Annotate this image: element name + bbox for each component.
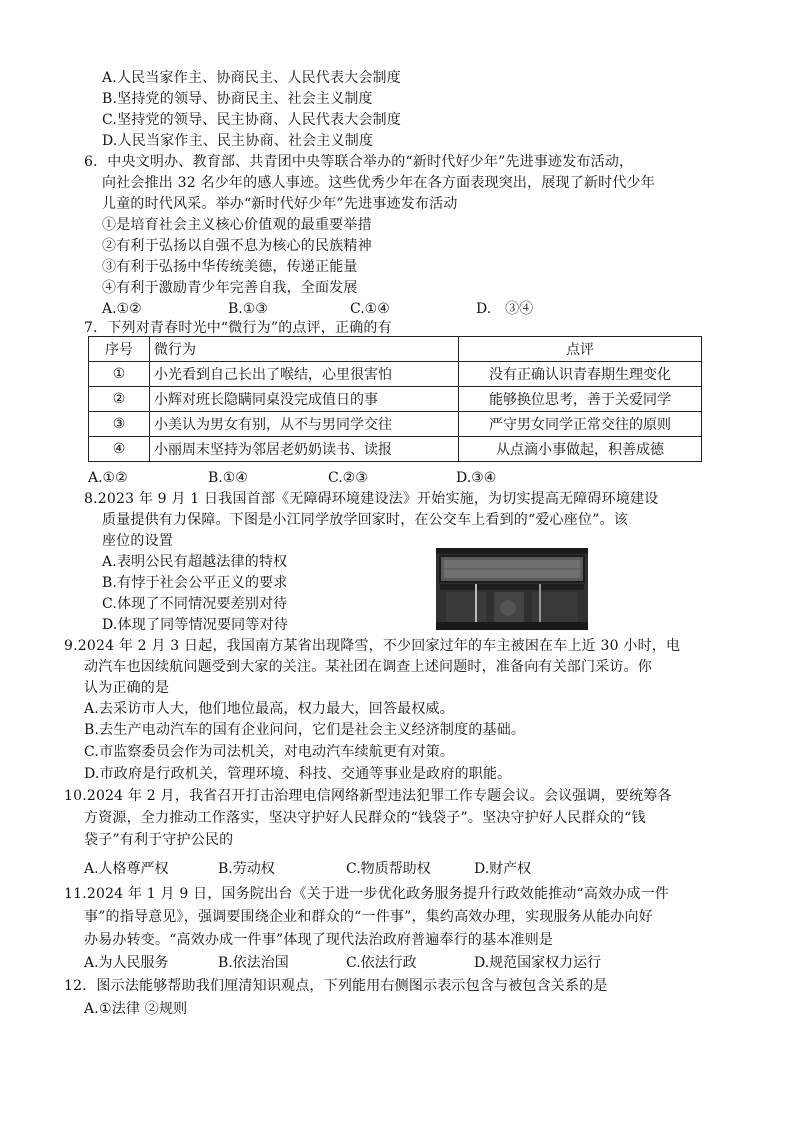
q11-stem-line-2: 事”的指导意见》，强调要围绕企业和群众的“一件事”，集约高效办理，实现服务从能办向好 [84, 909, 653, 925]
q8-stem-line-3: 座位的设置 [102, 533, 173, 549]
q9-option-d: D.市政府是行政机关，管理环境、科技、交通等事业是政府的职能。 [84, 766, 512, 782]
q9-stem-line-2: 动汽车也因续航问题受到大家的关注。某社团在调查上述问题时，准备向有关部门采访。你 [84, 659, 652, 675]
priority-seat-photo [436, 548, 588, 630]
q7-option-c: C.②③ [328, 470, 368, 486]
q10-option-b: B.劳动权 [218, 861, 275, 877]
q6-statement-1: ①是培育社会主义核心价值观的最重要举措 [102, 217, 372, 233]
priority-seat-image [436, 548, 588, 630]
q7-row-2-no: ② [89, 387, 150, 412]
q11-stem-line-3: 办易办转变。“高效办成一件事”体现了现代法治政府普遍奉行的基本准则是 [84, 932, 554, 948]
q10-option-c: C.物质帮助权 [346, 861, 431, 877]
q5-option-c: C.坚持党的领导、民主协商、人民代表大会制度 [102, 112, 402, 128]
q7-stem: 7．下列对青春时光中“微行为”的点评，正确的有 [84, 320, 392, 336]
q9-stem-line-1: 9.2024 年 2 月 3 日起，我国南方某省出现降雪，不少回家过年的车主被困在车上近 30 小时，电 [64, 638, 681, 654]
q6-statement-4: ④有利于激励青少年完善自我，全面发展 [102, 280, 358, 296]
q7-row-4-comment: 从点滴小事做起，积善成德 [459, 437, 702, 462]
q5-option-b: B.坚持党的领导、协商民主、社会主义制度 [102, 91, 373, 107]
q6-option-a: A.①② [102, 301, 142, 317]
q8-stem-line-1: 8.2023 年 9 月 1 日我国首部《无障碍环境建设法》开始实施，为切实提高无障碍环境建设 [84, 491, 659, 507]
q9-stem-line-3: 认为正确的是 [84, 680, 170, 696]
q5-option-d: D.人民当家作主、民主协商、社会主义制度 [102, 133, 374, 149]
q10-option-d: D.财产权 [474, 861, 532, 877]
q6-option-c: C.①④ [350, 301, 390, 317]
q8-option-b: B.有悖于社会公平正义的要求 [102, 575, 288, 591]
q7-option-a: A.①② [88, 470, 128, 486]
q11-option-b: B.依法治国 [218, 955, 289, 971]
q7-row-2-action: 小辉对班长隐瞒同桌没完成值日的事 [150, 387, 459, 412]
q7-row-1-action: 小光看到自己长出了喉结，心里很害怕 [150, 362, 459, 387]
q7-row-1-no: ① [89, 362, 150, 387]
q9-option-c: C.市监察委员会作为司法机关，对电动汽车续航更有对策。 [84, 744, 455, 760]
q12-option-a: A.①法律 ②规则 [84, 1001, 188, 1017]
q6-stem-line-2: 向社会推出 32 名少年的感人事迹。这些优秀少年在各方面表现突出，展现了新时代少年 [102, 175, 655, 191]
q11-stem-line-1: 11.2024 年 1 月 9 日，国务院出台《关于进一步优化政务服务提升行政效能推动“高效办成一件 [64, 886, 670, 902]
q6-options [102, 299, 702, 319]
q11-option-a: A.为人民服务 [84, 955, 169, 971]
q11-option-d: D.规范国家权力运行 [474, 955, 602, 971]
q11-options [84, 953, 704, 973]
q8-option-a: A.表明公民有超越法律的特权 [102, 554, 288, 570]
q9-option-b: B.去生产电动汽车的国有企业问问，它们是社会主义经济制度的基础。 [84, 722, 526, 738]
table-row [89, 412, 702, 437]
q10-options [84, 859, 704, 879]
q7-header-comment: 点评 [459, 337, 702, 362]
q7-option-d: D.③④ [456, 470, 497, 486]
q11-option-c: C.依法行政 [346, 955, 417, 971]
q10-stem-line-2: 方资源，全力推动工作落实，坚决守护好人民群众的“钱袋子”。坚决守护好人民群众的“钱 [84, 810, 646, 826]
q7-row-2-comment: 能够换位思考，善于关爱同学 [459, 387, 702, 412]
table-row [89, 387, 702, 412]
q8-option-c: C.体现了不同情况要差别对待 [102, 596, 288, 612]
q7-row-3-comment: 严守男女同学正常交往的原则 [459, 412, 702, 437]
q6-statement-3: ③有利于弘扬中华传统美德，传递正能量 [102, 259, 358, 275]
q6-statement-2: ②有利于弘扬以自强不息为核心的民族精神 [102, 238, 372, 254]
q7-row-3-action: 小美认为男女有别，从不与男同学交往 [150, 412, 459, 437]
q7-table-header [89, 337, 702, 362]
q7-row-3-no: ③ [89, 412, 150, 437]
q7-row-4-action: 小丽周末坚持为邻居老奶奶读书、读报 [150, 437, 459, 462]
q8-stem-line-2: 质量提供有力保障。下图是小江同学放学回家时，在公交车上看到的“爱心座位”。该 [102, 512, 628, 528]
q7-header-action: 微行为 [150, 337, 459, 362]
q7-row-1-comment: 没有正确认识青春期生理变化 [459, 362, 702, 387]
q12-stem: 12．图示法能够帮助我们厘清知识观点，下列能用右侧图示表示包含与被包含关系的是 [64, 978, 608, 994]
q10-option-a: A.人格尊严权 [84, 861, 169, 877]
q7-option-b: B.①④ [208, 470, 248, 486]
q6-stem-line-3: 儿童的时代风采。举办“新时代好少年”先进事迹发布活动 [102, 196, 458, 212]
q6-stem-line-1: 6．中央文明办、教育部、共青团中央等联合举办的“新时代好少年”先进事迹发布活动， [84, 154, 634, 170]
table-row [89, 437, 702, 462]
q5-option-a: A.人民当家作主、协商民主、人民代表大会制度 [102, 70, 401, 86]
q9-option-a: A.去采访市人大，他们地位最高，权力最大，回答最权威。 [84, 701, 454, 717]
q6-option-b: B.①③ [228, 301, 268, 317]
table-row [89, 362, 702, 387]
q10-stem-line-3: 袋子”有利于守护公民的 [84, 832, 234, 848]
q7-table [88, 336, 702, 462]
q7-row-4-no: ④ [89, 437, 150, 462]
q6-option-d: D. ③④ [476, 301, 534, 317]
q8-option-d: D.体现了同等情况要同等对待 [102, 617, 288, 633]
q7-options [88, 468, 688, 488]
q10-stem-line-1: 10.2024 年 2 月，我省召开打击治理电信网络新型违法犯罪工作专题会议。会议强调，要统筹各 [64, 788, 672, 804]
q7-header-no: 序号 [89, 337, 150, 362]
